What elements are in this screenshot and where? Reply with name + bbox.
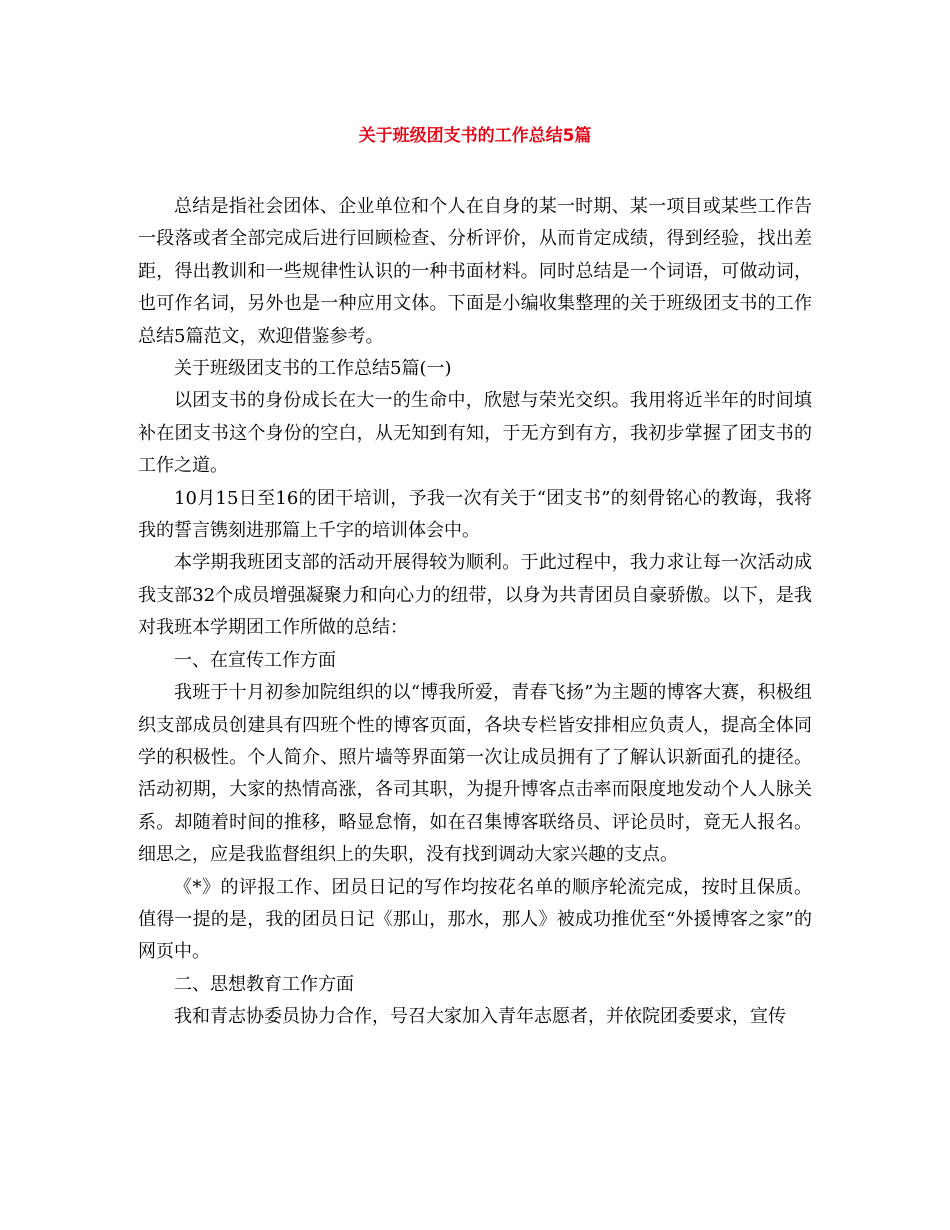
paragraph-blog-contest: 我班于十月初参加院组织的以“博我所爱，青春飞扬”为主题的博客大赛，积极组织支部成员创建具有四班个性的博客页面，各块专栏皆安排相应负责人，提高全体同学的积极性。个人简介、照片墙等界面第一次让成员拥有了了解认识新面孔的捷径。活动初期，大家的热情高涨，各司其职，为提升博客点击率而限度地发动个人人脉关系。却随着时间的推移，略显怠惰，如在召集博客联络员、评论员时，竟无人报名。细思之，应是我监督组织上的失职，没有找到调动大家兴趣的支点。 xyxy=(138,682,812,866)
document-title: 关于班级团支书的工作总结5篇 xyxy=(358,126,592,146)
section-heading-ideological-education: 二、思想教育工作方面 xyxy=(174,973,354,995)
paragraph-intro: 总结是指社会团体、企业单位和个人在自身的某一时期、某一项目或某些工作告一段落或者全部完成后进行回顾检查、分析评价，从而肯定成绩，得到经验，找出差距，得出教训和一些规律性认识的一种书面材料。同时总结是一个词语，可做动词，也可作名词，另外也是一种应用文体。下面是小编收集整理的关于班级团支书的工作总结5篇范文，欢迎借鉴参考。 xyxy=(138,196,812,347)
section-heading-part-one: 关于班级团支书的工作总结5篇(一) xyxy=(174,358,452,380)
paragraph-training: 10月15日至16的团干培训，予我一次有关于“团支书”的刻骨铭心的教诲，我将我的誓言镌刻进那篇上千字的培训体会中。 xyxy=(138,487,812,542)
section-heading-publicity: 一、在宣传工作方面 xyxy=(174,649,336,671)
paragraph-review-diary: 《*》的评报工作、团员日记的写作均按花名单的顺序轮流完成，按时且保质。值得一提的是，我的团员日记《那山，那水，那人》被成功推优至“外援博客之家”的网页中。 xyxy=(138,876,812,963)
paragraph-semester-activities: 本学期我班团支部的活动开展得较为顺利。于此过程中，我力求让每一次活动成我支部32个成员增强凝聚力和向心力的纽带，以身为共青团员自豪骄傲。以下，是我对我班本学期团工作所做的总结： xyxy=(138,552,812,639)
paragraph-volunteers: 我和青志协委员协力合作，号召大家加入青年志愿者，并依院团委要求，宣传 xyxy=(174,1006,786,1028)
paragraph-identity: 以团支书的身份成长在大一的生命中，欣慰与荣光交织。我用将近半年的时间填补在团支书这个身份的空白，从无知到有知，于无方到有方，我初步掌握了团支书的工作之道。 xyxy=(138,390,812,477)
document-body xyxy=(138,191,812,1034)
